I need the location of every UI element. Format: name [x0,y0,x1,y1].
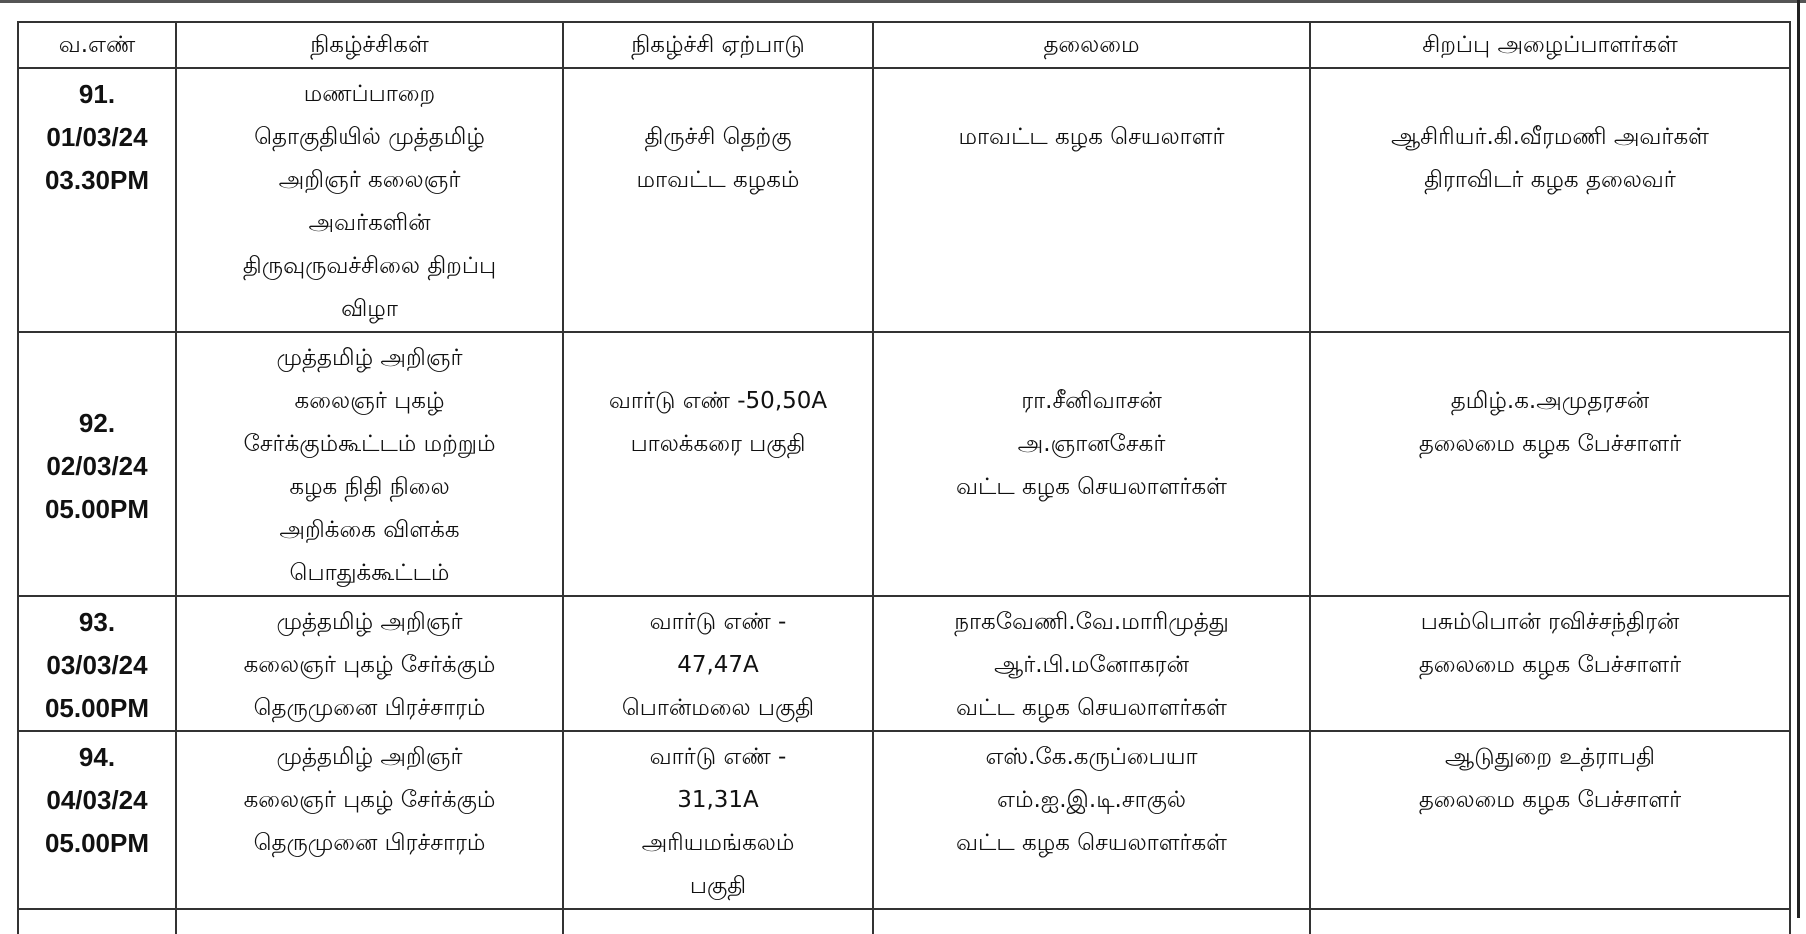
organizer-cell: திருச்சி தெற்கு மாவட்ட கழகம் [563,68,873,332]
organizer-cell: வார்டு எண் - 47,47A பொன்மலை பகுதி [563,596,873,731]
event-cell: முத்தமிழ் அறிஞர் கலைஞர் புகழ் சேர்க்கும் தெருமுனை பிரச்சாரம் [176,596,563,731]
guests-cell: ஆடுதுறை உத்ராபதி தலைமை கழக பேச்சாளர் [1310,731,1790,909]
event-cell: மணப்பாறை தொகுதியில் முத்தமிழ் அறிஞர் கலைஞர் அவர்களின் திருவுருவச்சிலை திறப்பு விழா [176,68,563,332]
table-row [18,332,1790,596]
chair-cell: எஸ்.கே.கருப்பையா எம்.ஐ.இ.டி.சாகுல் வட்ட கழக செயலாளர்கள் [873,731,1310,909]
header-guests: சிறப்பு அழைப்பாளர்கள் [1310,22,1790,68]
event-cell: முத்தமிழ் அறிஞர் கலைஞர் புகழ் சேர்க்கும் தெருமுனை பிரச்சாரம் [176,731,563,909]
event-cell: முத்தமிழ் அறிஞர் கலைஞர் புகழ் சேர்க்கும்கூட்டம் மற்றும் கழக நிதி நிலை அறிக்கை விளக்க பொதுக்கூட்டம் [176,332,563,596]
empty-cell [176,909,563,934]
header-chair: தலைமை [873,22,1310,68]
table-row-partial [18,909,1790,934]
organizer-cell: வார்டு எண் -50,50A பாலக்கரை பகுதி [563,332,873,596]
chair-cell: ரா.சீனிவாசன் அ.ஞானசேகர் வட்ட கழக செயலாளர்கள் [873,332,1310,596]
guests-cell: பசும்பொன் ரவிச்சந்திரன் தலைமை கழக பேச்சாளர் [1310,596,1790,731]
header-organizer: நிகழ்ச்சி ஏற்பாடு [563,22,873,68]
empty-cell [18,909,176,934]
header-serial: வ.எண் [18,22,176,68]
serial-cell: 93. 03/03/24 05.00PM [18,596,176,731]
chair-cell: மாவட்ட கழக செயலாளர் [873,68,1310,332]
events-schedule-table [17,21,1791,934]
table-header-row [18,22,1790,68]
table-row [18,596,1790,731]
empty-cell [1310,909,1790,934]
guests-cell: ஆசிரியர்.கி.வீரமணி அவர்கள் திராவிடர் கழக தலைவர் [1310,68,1790,332]
header-events: நிகழ்ச்சிகள் [176,22,563,68]
chair-cell: நாகவேணி.வே.மாரிமுத்து ஆர்.பி.மனோகரன் வட்ட கழக செயலாளர்கள் [873,596,1310,731]
table-row [18,68,1790,332]
serial-cell: 94. 04/03/24 05.00PM [18,731,176,909]
table-row [18,731,1790,909]
serial-cell: 92. 02/03/24 05.00PM [18,332,176,596]
serial-cell: 91. 01/03/24 03.30PM [18,68,176,332]
page-top-edge [0,0,1806,3]
organizer-cell: வார்டு எண் - 31,31A அரியமங்கலம் பகுதி [563,731,873,909]
guests-cell: தமிழ்.க.அமுதரசன் தலைமை கழக பேச்சாளர் [1310,332,1790,596]
page-right-edge [1797,0,1800,918]
empty-cell [873,909,1310,934]
empty-cell [563,909,873,934]
